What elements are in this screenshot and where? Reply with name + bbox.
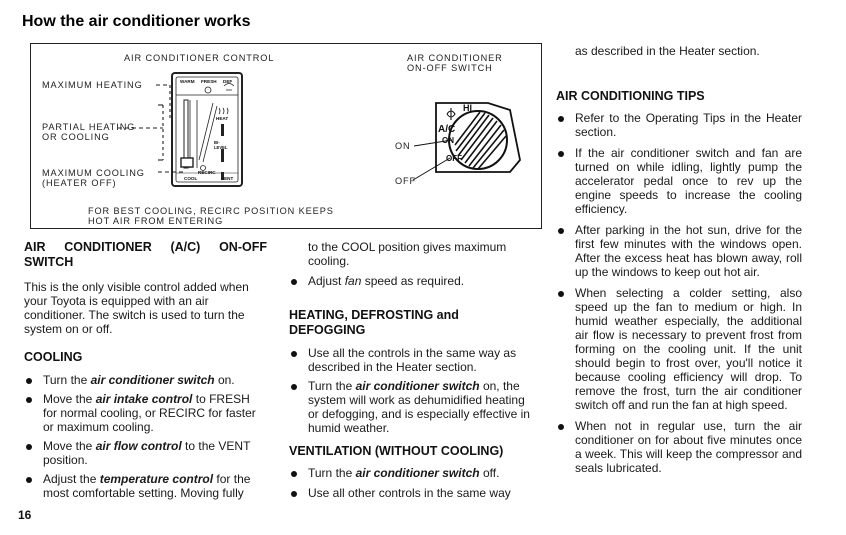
fan-speed-step: Adjust fan speed as required. (289, 274, 533, 288)
tip-3: After parking in the hot sun, drive for the first few minutes with the windows open. After the excess heat has blown away, roll up the windows to keep out hot air. (556, 223, 802, 279)
panel-bilevel-label: BI-LEVEL (214, 140, 228, 150)
column-2 (289, 240, 533, 500)
on-label: ON (395, 141, 411, 151)
heating-step-1: Use all the controls in the same way as described in the Heater section. (289, 346, 533, 374)
cooling-step-2: Move the air intake control to FRESH for normal cooling, or RECIRC for faster or maximum cooling. (24, 392, 267, 434)
max-cooling-label-1: MAXIMUM COOLING (42, 168, 145, 178)
panel-fresh-label: FRESH (201, 79, 217, 84)
ac-switch-heading: AIR CONDITIONER (A/C) ON-OFF SWITCH (24, 240, 267, 269)
off-label: OFF (395, 176, 417, 186)
panel-vent-label: VENT (221, 176, 234, 181)
heating-step-2: Turn the air conditioner switch on, the system will work as dehumidified heating or defogging, and is especially effective in humid weather. (289, 379, 533, 435)
panel-def-label: DEF (223, 79, 233, 84)
cooling-step-4: Adjust the temperature control for the most comfortable setting. Moving fully (24, 472, 267, 500)
ac-tips-heading: AIR CONDITIONING TIPS (556, 89, 705, 103)
ventilation-step-1: Turn the air conditioner switch off. (289, 466, 533, 480)
switch-title-label-2: ON-OFF SWITCH (407, 63, 493, 73)
column-1 (24, 240, 267, 500)
tip-4: When selecting a colder setting, also speed up the fan to medium or high. In humid weather especially, the additional air flow is necessary to prevent frost from forming on the cooling unit. If the unit should begin to frost over, you'll notice it because cooling efficiency will drop. To remove the frost, turn the air conditioner switch off and run the fan at high speed. (556, 286, 802, 412)
knob-on-label: ON (442, 136, 454, 145)
best-cooling-note-2: HOT AIR FROM ENTERING (88, 216, 224, 226)
tip-2: If the air conditioner switch and fan are turned on while idling, lightly pump the accelerator pedal once to rev up the engine speeds to increase the cooling efficiency. (556, 146, 802, 216)
panel-cool-label: COOL (184, 176, 198, 181)
max-cooling-label-2: (HEATER OFF) (42, 178, 117, 188)
tip-5: When not in regular use, turn the air conditioner on for about five minutes once a week. This will keep the compressor and seals lubricated. (556, 419, 802, 475)
knob-ac-label: A/C (438, 124, 456, 135)
heating-defrosting-heading: HEATING, DEFROSTING and DEFOGGING (289, 308, 459, 337)
partial-heating-label-2: OR COOLING (42, 132, 110, 142)
knob-off-label: OFF (446, 154, 462, 163)
ventilation-step-2: Use all other controls in the same way (289, 486, 533, 500)
partial-heating-label-1: PARTIAL HEATING (42, 122, 136, 132)
cooling-step-3: Move the air flow control to the VENT position. (24, 439, 267, 467)
cooling-step-1: Turn the air conditioner switch on. (24, 373, 267, 387)
panel-heat-label: HEAT (216, 116, 229, 121)
column-3 (556, 44, 802, 475)
knob-hi-label: HI (463, 103, 472, 113)
control-title-label: AIR CONDITIONER CONTROL (124, 53, 275, 63)
heater-continued-text: as described in the Heater section. (575, 44, 760, 58)
ac-switch-illustration (413, 103, 520, 180)
switch-title-label-1: AIR CONDITIONER (407, 53, 503, 63)
cooling-heading: COOLING (24, 350, 83, 364)
max-heating-label: MAXIMUM HEATING (42, 80, 143, 90)
cooling-continued-text: to the COOL position gives maximum cooling. (308, 240, 507, 268)
page-title: How the air conditioner works (22, 13, 251, 30)
ac-switch-intro: This is the only visible control added when your Toyota is equipped with an air conditioner. The switch is used to turn the system on or off. (24, 280, 249, 336)
panel-recirc-label: RECIRC (198, 170, 216, 175)
page-number: 16 (18, 508, 32, 522)
ventilation-heading: VENTILATION (WITHOUT COOLING) (289, 444, 504, 458)
best-cooling-note-1: FOR BEST COOLING, RECIRC POSITION KEEPS (88, 206, 334, 216)
tip-1: Refer to the Operating Tips in the Heater section. (556, 111, 802, 139)
panel-warm-label: WARM (180, 79, 195, 84)
